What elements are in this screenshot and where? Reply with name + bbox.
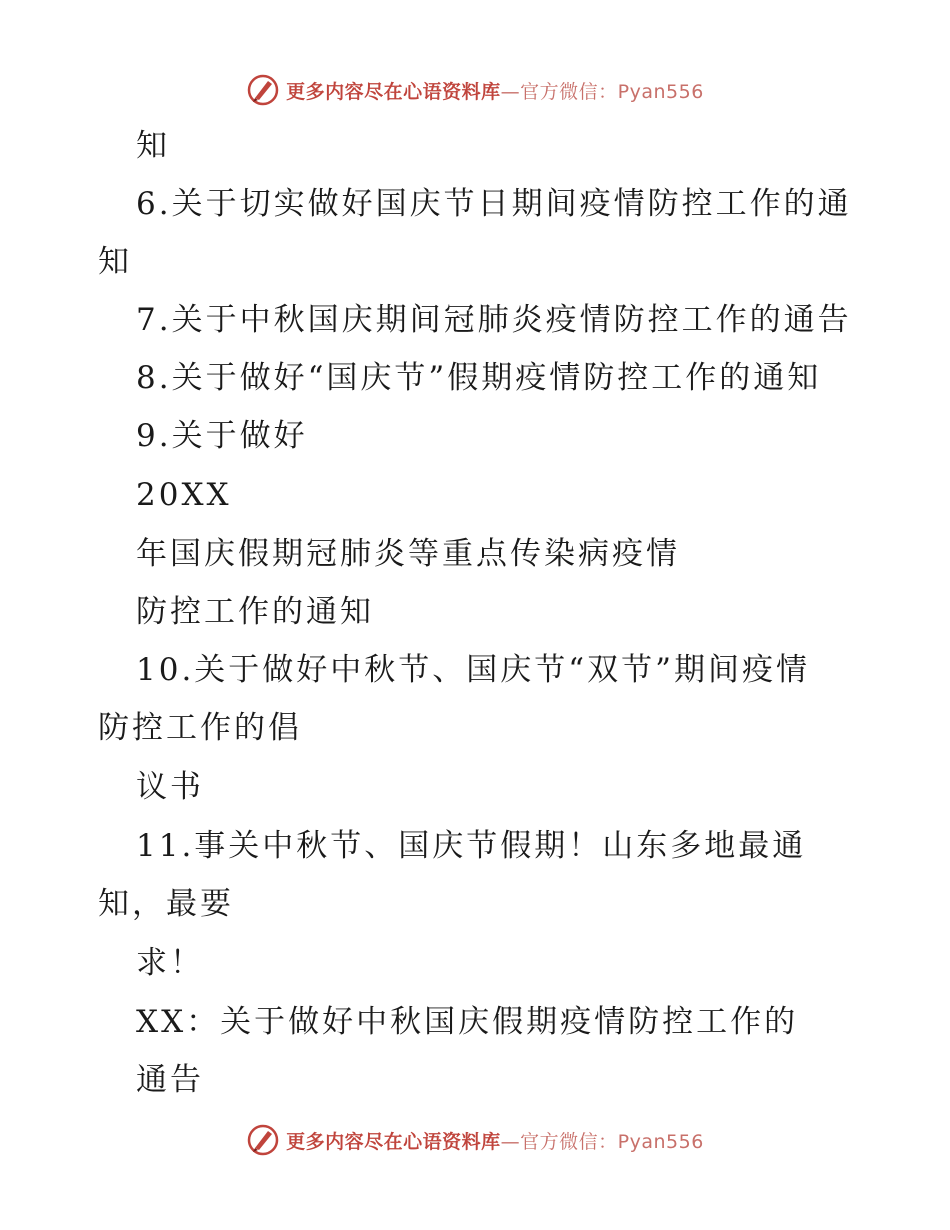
- watermark-site-name: 更多内容尽在心语资料库: [286, 80, 501, 103]
- watermark-separator: —: [500, 1130, 521, 1153]
- doc-line: 通告: [136, 1062, 204, 1098]
- doc-line: 11.事关中秋节、国庆节假期！山东多地最通: [136, 828, 807, 864]
- doc-line: 20XX: [136, 477, 232, 513]
- doc-line: 知: [136, 128, 170, 164]
- watermark-wechat: 官方微信：Pyan556: [520, 1130, 704, 1153]
- doc-line: 防控工作的倡: [98, 710, 302, 746]
- watermark-site-name: 更多内容尽在心语资料库: [286, 1130, 501, 1153]
- doc-line: 8.关于做好“国庆节”假期疫情防控工作的通知: [136, 360, 822, 396]
- doc-line: 求！: [136, 945, 204, 981]
- doc-line: 10.关于做好中秋节、国庆节“双节”期间疫情: [136, 652, 810, 688]
- doc-line: 7.关于中秋国庆期间冠肺炎疫情防控工作的通告: [136, 302, 852, 338]
- doc-line: 知: [98, 244, 132, 280]
- doc-line: 知，最要: [98, 886, 234, 922]
- doc-line: 6.关于切实做好国庆节日期间疫情防控工作的通: [136, 186, 852, 222]
- doc-line: 年国庆假期冠肺炎等重点传染病疫情: [136, 536, 680, 572]
- watermark-text: [286, 77, 704, 104]
- watermark-text: [286, 1127, 704, 1154]
- header-watermark-banner: [0, 70, 950, 110]
- doc-line: 议书: [136, 769, 204, 805]
- doc-line: 防控工作的通知: [136, 594, 374, 630]
- watermark-wechat: 官方微信：Pyan556: [520, 80, 704, 103]
- red-quill-pen-seal-icon: [246, 73, 280, 107]
- doc-line: 9.关于做好: [136, 418, 308, 454]
- doc-line: XX：关于做好中秋国庆假期疫情防控工作的: [136, 1004, 799, 1040]
- footer-watermark-banner: [0, 1120, 950, 1160]
- watermark-separator: —: [500, 80, 521, 103]
- red-quill-pen-seal-icon: [246, 1123, 280, 1157]
